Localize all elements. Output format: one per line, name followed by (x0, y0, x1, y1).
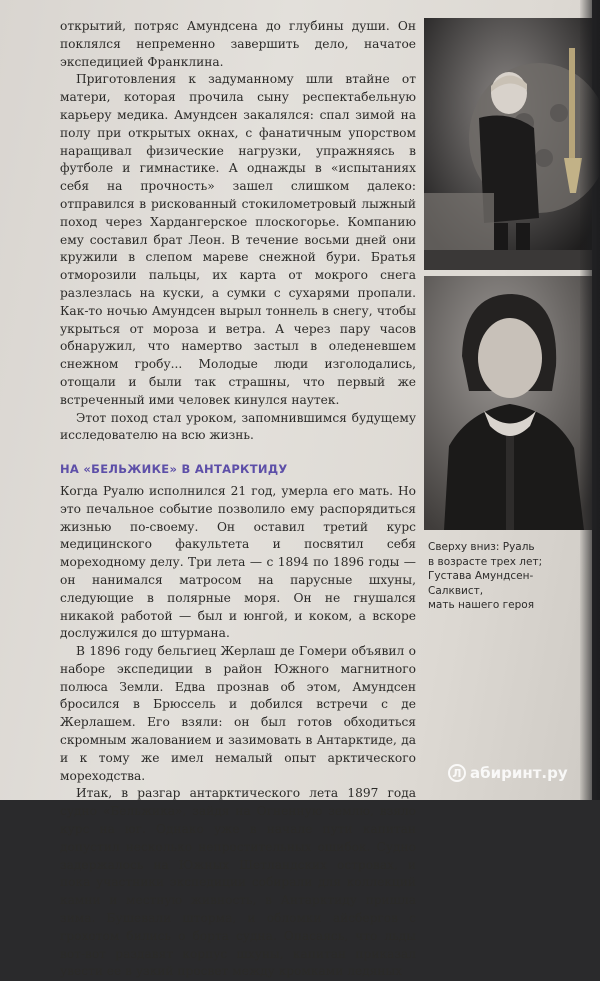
caption-line: Густава Амундсен- (428, 570, 534, 582)
paragraph-5: В 1896 году бельгиец Жерлаш де Гомери объявил о наборе экспедиции в район Южного магнитного полюса Земли. Едва прознав об этом, Амундсен бросился в Брюссель и добился встречи с де Жерлашем. Его взяли: он был готов обходиться скромным жалованием и зазимовать в Антарктиде, да и к тому же имел немалый опыт арктического мореходства. (60, 644, 416, 783)
caption-line: Сверху вниз: Руаль (428, 541, 535, 553)
caption-line: мать нашего героя (428, 599, 535, 611)
photo-boy-on-armchair (424, 18, 592, 270)
paragraph-6: Итак, в разгар антарктического лета 1897 года судно «Бельжика», зайдя на Огненную землю, взяло курс на юг. Однако уже в начале пути капитан допустил несколько непростительных ошибок. Судно задержалось на Южных Шетландских островах, и пока участники экспедиции собирали для коллекций камни и местную живность, в Антарктиду пришла зима. Бушевали шторма, и обломки айсбергов с грохотом бились о борта судна. Опасаясь, что льды вот-вот раздавят корпус шхуны, капитан приказал увести ее в узкий просвет между кромками ледяных (60, 786, 416, 979)
caption-line: Салквист, (428, 584, 484, 597)
paragraph-2: Приготовления к задуманному шли втайне от матери, которая прочила сыну респектабельную карьеру медика. Амундсен закалялся: спал зимой на полу при открытых окнах, с фанатичным упорством наращивал физические нагрузки, упражняясь в футболе и гимнастике. А однажды в «испытаниях себя на прочность» зашел слишком далеко: отправился в рискованный стокилометровый лыжный поход через Хардангерское плоскогорье. Компанию ему составил брат Леон. В течение восьми дней они кружили в слепом мареве снежной бури. Братья отморозили пальцы, их карта от мокрого снега разлезлась на куски, а сумки с сухарями пропали. Как-то ночью Амундсен вырыл тоннель в снегу, чтобы укрыться от мороза и ветра. А через пару часов обнаружил, что намертво застыл в оледеневшем снежном гробу... Молодые люди изголодались, отощали и были так страшны, что первый же встреченный ими человек кинулся наутек. (60, 72, 416, 407)
caption-line: в возрасте трех лет; (428, 555, 543, 568)
paragraph-4: Когда Руалю исполнился 21 год, умерла его мать. Но это печальное событие позволило ему распорядиться жизнью по-своему. Он оставил третий курс медицинского факультета и посвятил себя мореходному делу. Три лета — с 1894 по 1896 годы — он нанимался матросом на парусные шхуны, следующие в полярные моря. Он не гнушался никакой работой — был и юнгой, и коком, а вскоре дослужился до штурмана. (60, 483, 416, 641)
labirint-watermark (448, 764, 568, 782)
watermark-text: абиринт.ру (470, 764, 568, 782)
article-text (60, 18, 416, 981)
paragraph-3: Этот поход стал уроком, запомнившимся будущему исследователю на всю жизнь. (60, 410, 416, 443)
paragraph-1: открытий, потряс Амундсена до глубины души. Он поклялся непременно завершить дело, начатое экспедицией Франклина. (60, 19, 416, 69)
photo-mother-portrait (424, 276, 592, 530)
photo-caption (428, 540, 588, 613)
page-edge-shadow (580, 0, 600, 800)
labirint-logo-icon: Л (448, 764, 466, 782)
section-heading: НА «БЕЛЬЖИКЕ» В АНТАРКТИДУ (60, 462, 288, 477)
